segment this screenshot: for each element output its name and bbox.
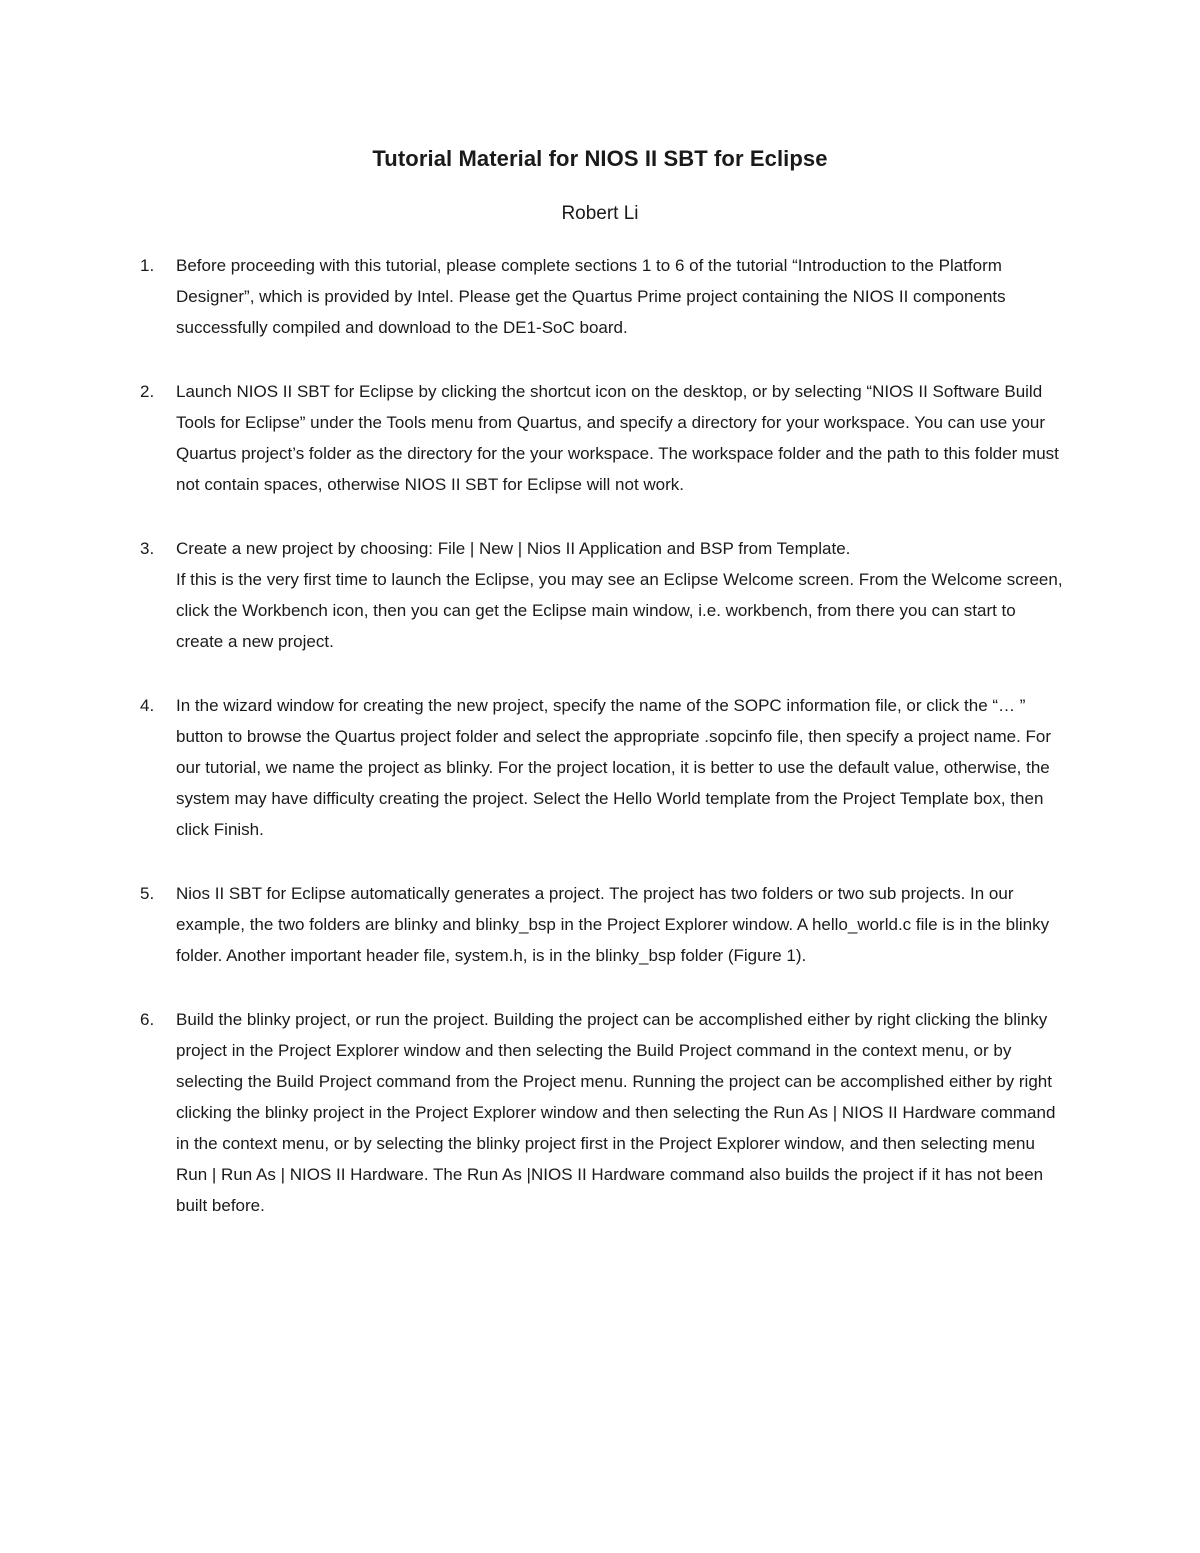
- step-text: In the wizard window for creating the new project, specify the name of the SOPC information file, or click the “… ” button to browse the Quartus project folder and select the appropriate .sopcinfo file, then specify a project name. For our tutorial, we name the project as blinky. For the project location, it is better to use the default value, otherwise, the system may have difficulty creating the project. Select the Hello World template from the Project Template box, then click Finish.: [176, 696, 1052, 839]
- step-text: Create a new project by choosing: File | New | Nios II Application and BSP from Template. If this is the very first time to launch the Eclipse, you may see an Eclipse Welcome screen. From the Welcome screen, click the Workbench icon, then you can get the Eclipse main window, i.e. workbench, from there you can start to create a new project.: [176, 539, 1063, 651]
- step-item-6: [140, 1004, 1065, 1221]
- step-number: 5.: [140, 884, 155, 903]
- document-author: Robert Li: [561, 203, 639, 224]
- step-number: 2.: [140, 382, 155, 401]
- document-title: Tutorial Material for NIOS II SBT for Eclipse: [372, 146, 828, 171]
- step-number: 1.: [140, 256, 155, 275]
- step-item-5: [140, 878, 1065, 971]
- step-item-2: [140, 376, 1065, 500]
- step-text: Before proceeding with this tutorial, please complete sections 1 to 6 of the tutorial “Introduction to the Platform Designer”, which is provided by Intel. Please get the Quartus Prime project containing the NIOS II components successfully compiled and download to the DE1-SoC board.: [176, 256, 1006, 337]
- step-number: 3.: [140, 539, 155, 558]
- step-item-4: [140, 690, 1065, 845]
- step-item-3: [140, 533, 1065, 657]
- step-list: [140, 250, 1065, 1254]
- step-text: Launch NIOS II SBT for Eclipse by clicking the shortcut icon on the desktop, or by selecting “NIOS II Software Build Tools for Eclipse” under the Tools menu from Quartus, and specify a directory for your workspace. You can use your Quartus project’s folder as the directory for the your workspace. The workspace folder and the path to this folder must not contain spaces, otherwise NIOS II SBT for Eclipse will not work.: [176, 382, 1059, 494]
- step-item-1: [140, 250, 1065, 343]
- step-text: Nios II SBT for Eclipse automatically generates a project. The project has two folders or two sub projects. In our example, the two folders are blinky and blinky_bsp in the Project Explorer window. A hello_world.c file is in the blinky folder. Another important header file, system.h, is in the blinky_bsp folder (Figure 1).: [176, 884, 1050, 965]
- step-number: 4.: [140, 696, 155, 715]
- step-number: 6.: [140, 1010, 155, 1029]
- step-text: Build the blinky project, or run the project. Building the project can be accomplished either by right clicking the blinky project in the Project Explorer window and then selecting the Build Project command in the context menu, or by selecting the Build Project command from the Project menu. Running the project can be accomplished either by right clicking the blinky project in the Project Explorer window and then selecting the Run As | NIOS II Hardware command in the context menu, or by selecting the blinky project first in the Project Explorer window, and then selecting menu Run | Run As | NIOS II Hardware. The Run As |NIOS II Hardware command also builds the project if it has not been built before.: [176, 1010, 1056, 1215]
